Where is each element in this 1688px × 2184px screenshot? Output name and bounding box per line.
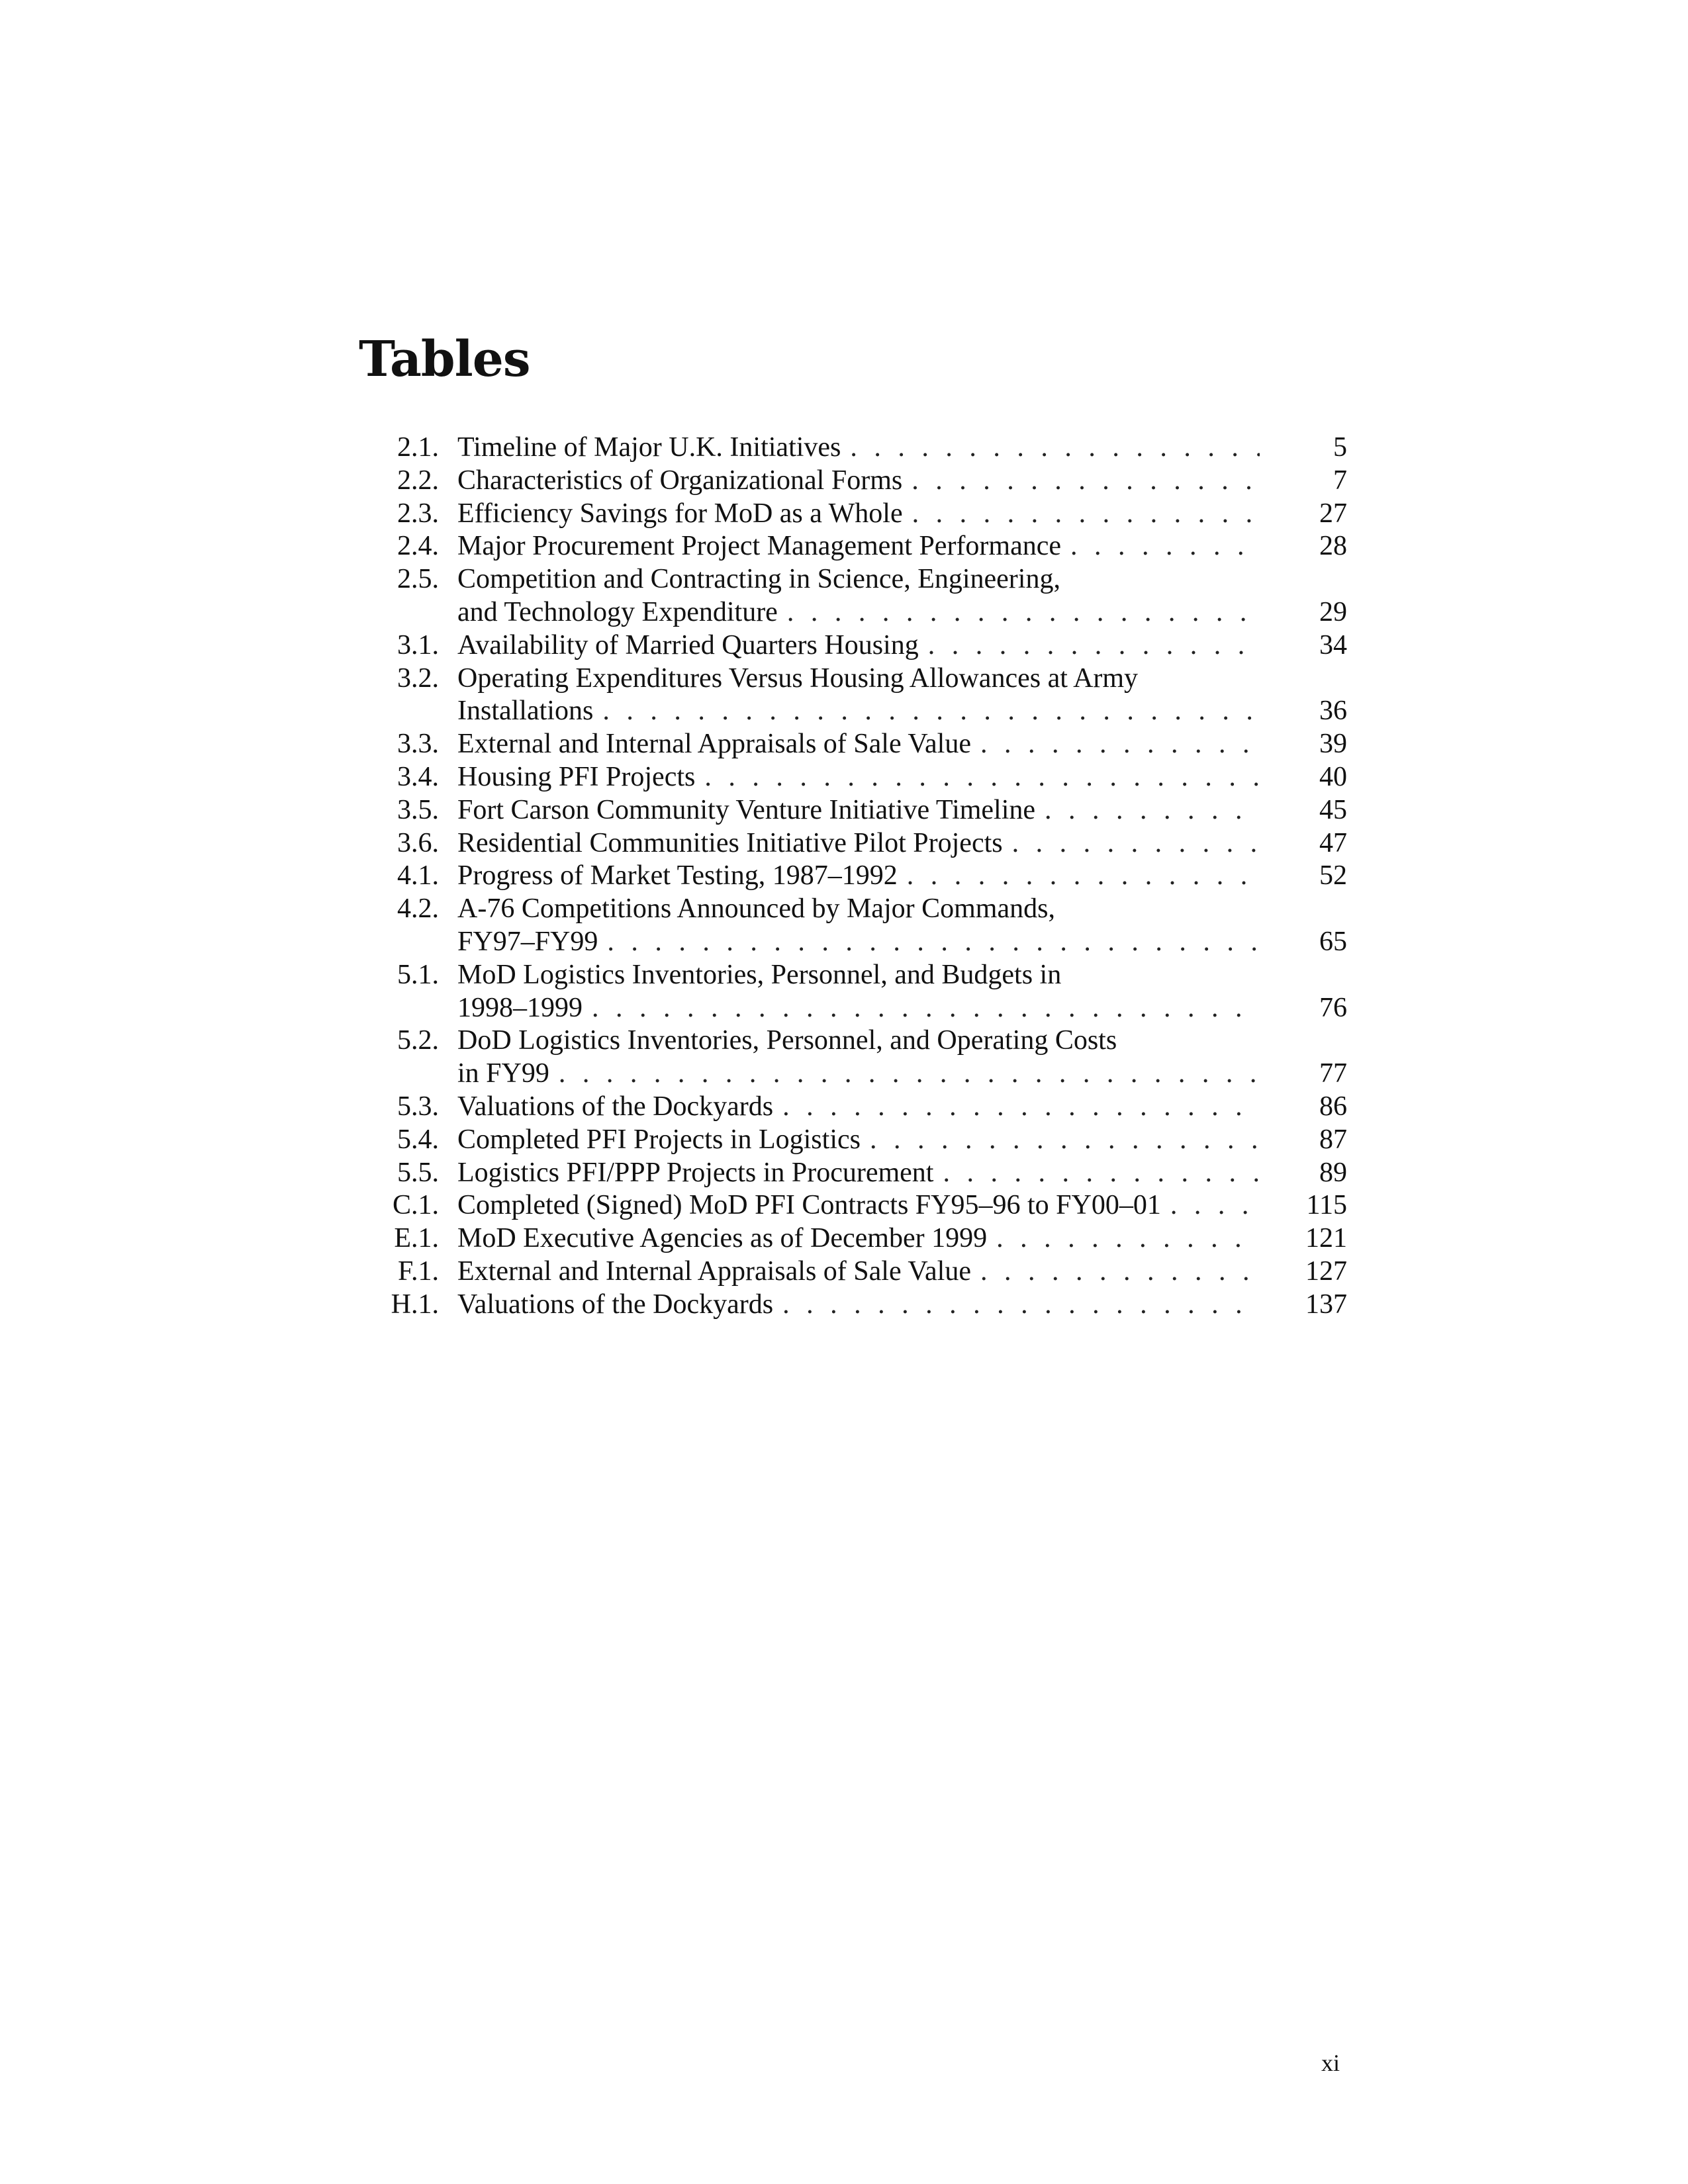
table-number: H.1. [391, 1289, 439, 1320]
toc-entry[interactable] [361, 893, 1347, 959]
toc-entry[interactable] [361, 827, 1347, 860]
entry-body [457, 728, 1347, 761]
table-title-last-line [457, 761, 1347, 794]
table-title: Installations [457, 696, 594, 727]
dot-leader [549, 1058, 1260, 1091]
page-ref: 47 [1319, 827, 1347, 858]
table-title: MoD Executive Agencies as of December 1999 [457, 1223, 988, 1254]
toc-entry[interactable] [361, 662, 1347, 729]
entry-body [457, 827, 1347, 860]
dot-leader [1003, 827, 1260, 860]
page-ref: 137 [1305, 1289, 1347, 1320]
toc-entry[interactable] [361, 530, 1347, 563]
toc-entry[interactable] [361, 1255, 1347, 1289]
entry-body [457, 761, 1347, 794]
table-title-last-line [457, 827, 1347, 860]
table-title-last-line [457, 432, 1347, 465]
table-title-last-line [457, 465, 1347, 498]
table-number: C.1. [392, 1190, 439, 1221]
toc-entry[interactable] [361, 1091, 1347, 1124]
dot-leader [598, 926, 1260, 959]
dot-leader [898, 860, 1260, 893]
table-number: 5.1. [397, 959, 439, 990]
entry-body [457, 563, 1347, 629]
dot-leader [1035, 794, 1260, 827]
table-title: External and Internal Appraisals of Sale Value [457, 729, 971, 760]
table-number: 3.5. [397, 794, 439, 825]
dot-leader [773, 1091, 1260, 1124]
table-number: 4.2. [397, 893, 439, 925]
table-title-line: DoD Logistics Inventories, Personnel, and Operating Costs [457, 1025, 1117, 1056]
table-title-last-line [457, 530, 1347, 563]
entry-body [457, 1222, 1347, 1255]
toc-entry[interactable] [361, 432, 1347, 465]
table-title: Progress of Market Testing, 1987–1992 [457, 860, 898, 891]
table-number: E.1. [394, 1223, 439, 1254]
table-title: Completed PFI Projects in Logistics [457, 1124, 861, 1155]
entry-body [457, 860, 1347, 893]
entry-body [457, 498, 1347, 531]
toc-entry[interactable] [361, 794, 1347, 827]
table-number: 3.3. [397, 729, 439, 760]
dot-leader [902, 465, 1260, 498]
table-title: and Technology Expenditure [457, 596, 778, 627]
table-title: Residential Communities Initiative Pilot Projects [457, 827, 1003, 858]
table-title-last-line [457, 728, 1347, 761]
table-number: 2.5. [397, 564, 439, 595]
table-title: Availability of Married Quarters Housing [457, 629, 919, 660]
dot-leader [861, 1124, 1260, 1157]
table-title-last-line [457, 992, 1347, 1025]
entry-body [457, 530, 1347, 563]
table-title-last-line [457, 794, 1347, 827]
table-title: Logistics PFI/PPP Projects in Procurement [457, 1157, 934, 1188]
page-ref: 89 [1319, 1157, 1347, 1188]
entry-body [457, 959, 1347, 1025]
entry-body [457, 629, 1347, 662]
dot-leader [583, 992, 1260, 1025]
table-title: FY97–FY99 [457, 926, 598, 957]
page-ref: 27 [1319, 498, 1347, 529]
table-title-last-line [457, 629, 1347, 662]
entry-body [457, 1255, 1347, 1289]
table-title-last-line [457, 1091, 1347, 1124]
entry-body [457, 1124, 1347, 1157]
table-title-last-line [457, 1255, 1347, 1289]
page-ref: 87 [1319, 1124, 1347, 1155]
table-title-last-line [457, 1222, 1347, 1255]
toc-entry[interactable] [361, 959, 1347, 1025]
table-title-line: Operating Expenditures Versus Housing Allowances at Army [457, 662, 1139, 694]
toc-entry[interactable] [361, 860, 1347, 893]
entry-body [457, 1024, 1347, 1091]
table-title-last-line [457, 1058, 1347, 1091]
page-ref: 121 [1305, 1223, 1347, 1254]
dot-leader [593, 695, 1260, 728]
toc-entry[interactable] [361, 1289, 1347, 1322]
table-number: F.1. [398, 1255, 439, 1287]
table-title-last-line [457, 1157, 1347, 1190]
table-number: 5.2. [397, 1025, 439, 1056]
table-number: 2.4. [397, 531, 439, 562]
entry-body [457, 893, 1347, 959]
toc-entry[interactable] [361, 563, 1347, 629]
entry-body [457, 1189, 1347, 1222]
table-title: Valuations of the Dockyards [457, 1091, 774, 1122]
table-title: in FY99 [457, 1058, 549, 1089]
dot-leader [987, 1222, 1260, 1255]
table-number: 5.5. [397, 1157, 439, 1188]
dot-leader [971, 1255, 1260, 1289]
page-ref: 127 [1305, 1255, 1347, 1287]
table-title-last-line [457, 1189, 1347, 1222]
table-number: 3.2. [397, 662, 439, 694]
table-title: Valuations of the Dockyards [457, 1289, 774, 1320]
dot-leader [919, 629, 1260, 662]
table-number: 2.3. [397, 498, 439, 529]
page-ref: 28 [1319, 531, 1347, 562]
table-title-line: MoD Logistics Inventories, Personnel, and Budgets in [457, 959, 1062, 990]
table-title-line: A-76 Competitions Announced by Major Commands, [457, 893, 1055, 925]
toc-entry[interactable] [361, 1024, 1347, 1091]
table-title: Housing PFI Projects [457, 761, 696, 792]
dot-leader [933, 1157, 1260, 1190]
table-title-last-line [457, 498, 1347, 531]
table-title-last-line [457, 926, 1347, 959]
table-number: 3.1. [397, 629, 439, 660]
entry-body [457, 1091, 1347, 1124]
page-ref: 36 [1319, 696, 1347, 727]
table-title: Completed (Signed) MoD PFI Contracts FY95–96 to FY00–01 [457, 1190, 1161, 1221]
toc-entry[interactable] [361, 1222, 1347, 1255]
table-title-line: Competition and Contracting in Science, Engineering, [457, 564, 1060, 595]
entry-body [457, 432, 1347, 465]
page-ref: 76 [1319, 992, 1347, 1023]
page-title: Tables [359, 331, 530, 388]
table-title: Timeline of Major U.K. Initiatives [457, 432, 841, 463]
table-number: 3.4. [397, 761, 439, 792]
table-number: 2.1. [397, 432, 439, 463]
page-ref: 34 [1319, 629, 1347, 660]
table-title: Characteristics of Organizational Forms [457, 465, 903, 496]
page-ref: 65 [1319, 926, 1347, 957]
dot-leader [778, 596, 1260, 629]
page-ref: 115 [1306, 1190, 1347, 1221]
toc-entry[interactable] [361, 629, 1347, 662]
table-number: 2.2. [397, 465, 439, 496]
page-ref: 7 [1333, 465, 1347, 496]
table-title: Efficiency Savings for MoD as a Whole [457, 498, 903, 529]
entry-body [457, 1157, 1347, 1190]
page-ref: 45 [1319, 794, 1347, 825]
dot-leader [1061, 530, 1260, 563]
table-number: 5.3. [397, 1091, 439, 1122]
table-number: 5.4. [397, 1124, 439, 1155]
table-title: External and Internal Appraisals of Sale Value [457, 1255, 971, 1287]
page-ref: 40 [1319, 761, 1347, 792]
dot-leader [903, 498, 1260, 531]
page-ref: 52 [1319, 860, 1347, 891]
dot-leader [773, 1289, 1260, 1322]
dot-leader [971, 728, 1260, 761]
table-title-last-line [457, 860, 1347, 893]
table-title-last-line [457, 1124, 1347, 1157]
entry-body [457, 1289, 1347, 1322]
toc-entry[interactable] [361, 728, 1347, 761]
entry-body [457, 465, 1347, 498]
page-ref: 29 [1319, 596, 1347, 627]
table-title: 1998–1999 [457, 992, 583, 1023]
page-ref: 5 [1333, 432, 1347, 463]
dot-leader [1161, 1189, 1260, 1222]
entry-body [457, 662, 1347, 729]
table-title-last-line [457, 1289, 1347, 1322]
toc-entry[interactable] [361, 1189, 1347, 1222]
list-of-tables [361, 432, 1347, 1322]
table-title-last-line [457, 695, 1347, 728]
entry-body [457, 794, 1347, 827]
dot-leader [841, 432, 1260, 465]
toc-entry[interactable] [361, 761, 1347, 794]
toc-entry[interactable] [361, 1157, 1347, 1190]
toc-entry[interactable] [361, 498, 1347, 531]
page-ref: 86 [1319, 1091, 1347, 1122]
table-title-last-line [457, 596, 1347, 629]
page-ref: 77 [1319, 1058, 1347, 1089]
table-number: 4.1. [397, 860, 439, 891]
table-title: Fort Carson Community Venture Initiative Timeline [457, 794, 1036, 825]
table-title: Major Procurement Project Management Performance [457, 531, 1062, 562]
toc-entry[interactable] [361, 465, 1347, 498]
dot-leader [695, 761, 1260, 794]
page-number: xi [1321, 2050, 1340, 2076]
toc-entry[interactable] [361, 1124, 1347, 1157]
table-number: 3.6. [397, 827, 439, 858]
page-ref: 39 [1319, 729, 1347, 760]
